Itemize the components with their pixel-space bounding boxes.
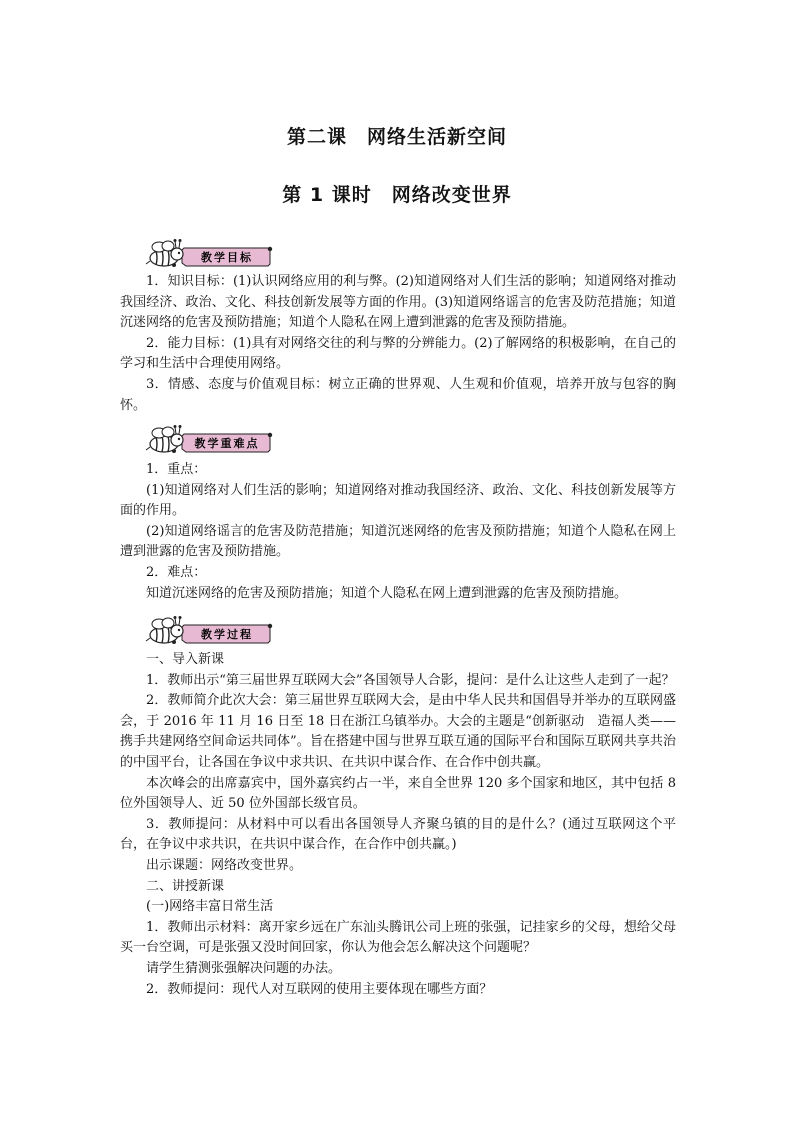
process-item: (一)网络丰富日常生活: [146, 899, 274, 915]
section-badge-process: [144, 614, 276, 646]
period-title: 第 1 课时 网络改变世界: [282, 184, 512, 206]
process-item: 2．教师提问：现代人对互联网的使用主要体现在哪些方面？: [146, 981, 493, 997]
objective-item: 1．知识目标：(1)认识网络应用的利与弊。(2)知道网络对人们生活的影响；知道网络对推动我国经济、政治、文化、科技创新发展等方面的作用。(3)知道网络谣言的危害及防范措施；知道沉迷网络的危害及预防措施；知道个人隐私在网上遭到泄露的危害及预防措施。: [120, 274, 676, 331]
key-point-item: 1．重点：: [146, 462, 207, 477]
section-badge-objectives: [144, 237, 276, 269]
process-item: 1．教师出示“第三届世界互联网大会”各国领导人合影，提问：是什么让这些人走到了一起？: [146, 672, 675, 688]
process-item: 出示课题：网络改变世界。: [146, 857, 303, 873]
process-item: 本次峰会的出席嘉宾中，国外嘉宾约占一半，来自全世界 120 多个国家和地区，其中包括 8 位外国领导人、近 50 位外国部长级官员。: [120, 775, 676, 812]
objective-item: 2．能力目标：(1)具有对网络交往的利与弊的分辨能力。(2)了解网络的积极影响，在自己的学习和生活中合理使用网络。: [120, 335, 676, 372]
key-point-item: (2)知道网络谣言的危害及防范措施；知道沉迷网络的危害及预防措施；知道个人隐私在网上遭到泄露的危害及预防措施。: [120, 523, 676, 560]
process-item: 一、导入新课: [146, 652, 225, 667]
objective-item: 3．情感、态度与价值观目标：树立正确的世界观、人生观和价值观，培养开放与包容的胸怀。: [120, 376, 676, 413]
section-heading-objectives: 教学目标: [201, 251, 253, 264]
process-item: 2．教师简介此次大会：第三届世界互联网大会，是由中华人民共和国倡导并举办的互联网盛会，于 2016 年 11 月 16 日至 18 日在浙江乌镇举办。大会的主题是“创新驱动 造福人类——携手共建网络空间命运共同体”。旨在搭建中国与世界互联互通的国际平台和国际互联网共享共治的中国平台，让各国在争议中求共识、在共识中谋合作、在合作中创共赢。: [120, 693, 676, 770]
lesson-title: 第二课 网络生活新空间: [286, 126, 507, 148]
key-point-item: 知道沉迷网络的危害及预防措施；知道个人隐私在网上遭到泄露的危害及预防措施。: [146, 585, 628, 601]
section-heading-process: 教学过程: [201, 628, 253, 641]
process-item: 3．教师提问：从材料中可以看出各国领导人齐聚乌镇的目的是什么？(通过互联网这个平台，在争议中求共识，在共识中谋合作，在合作中创共赢。): [120, 816, 676, 853]
process-item: 1．教师出示材料：离开家乡远在广东汕头腾讯公司上班的张强，记挂家乡的父母，想给父母买一台空调，可是张强又没时间回家，你认为他会怎么解决这个问题呢？: [120, 919, 676, 956]
key-point-item: (1)知道网络对人们生活的影响；知道网络对推动我国经济、政治、文化、科技创新发展等方面的作用。: [120, 482, 676, 519]
process-section: [120, 650, 676, 1000]
process-item: 请学生猜测张强解决问题的办法。: [146, 960, 342, 976]
section-badge-key-points: [144, 423, 276, 455]
key-point-item: 2．难点：: [146, 564, 207, 580]
process-item: 二、讲授新课: [146, 878, 225, 894]
objectives-section: [120, 272, 676, 416]
key-points-section: [120, 460, 676, 604]
section-heading-key-points: 教学重难点: [194, 437, 260, 450]
